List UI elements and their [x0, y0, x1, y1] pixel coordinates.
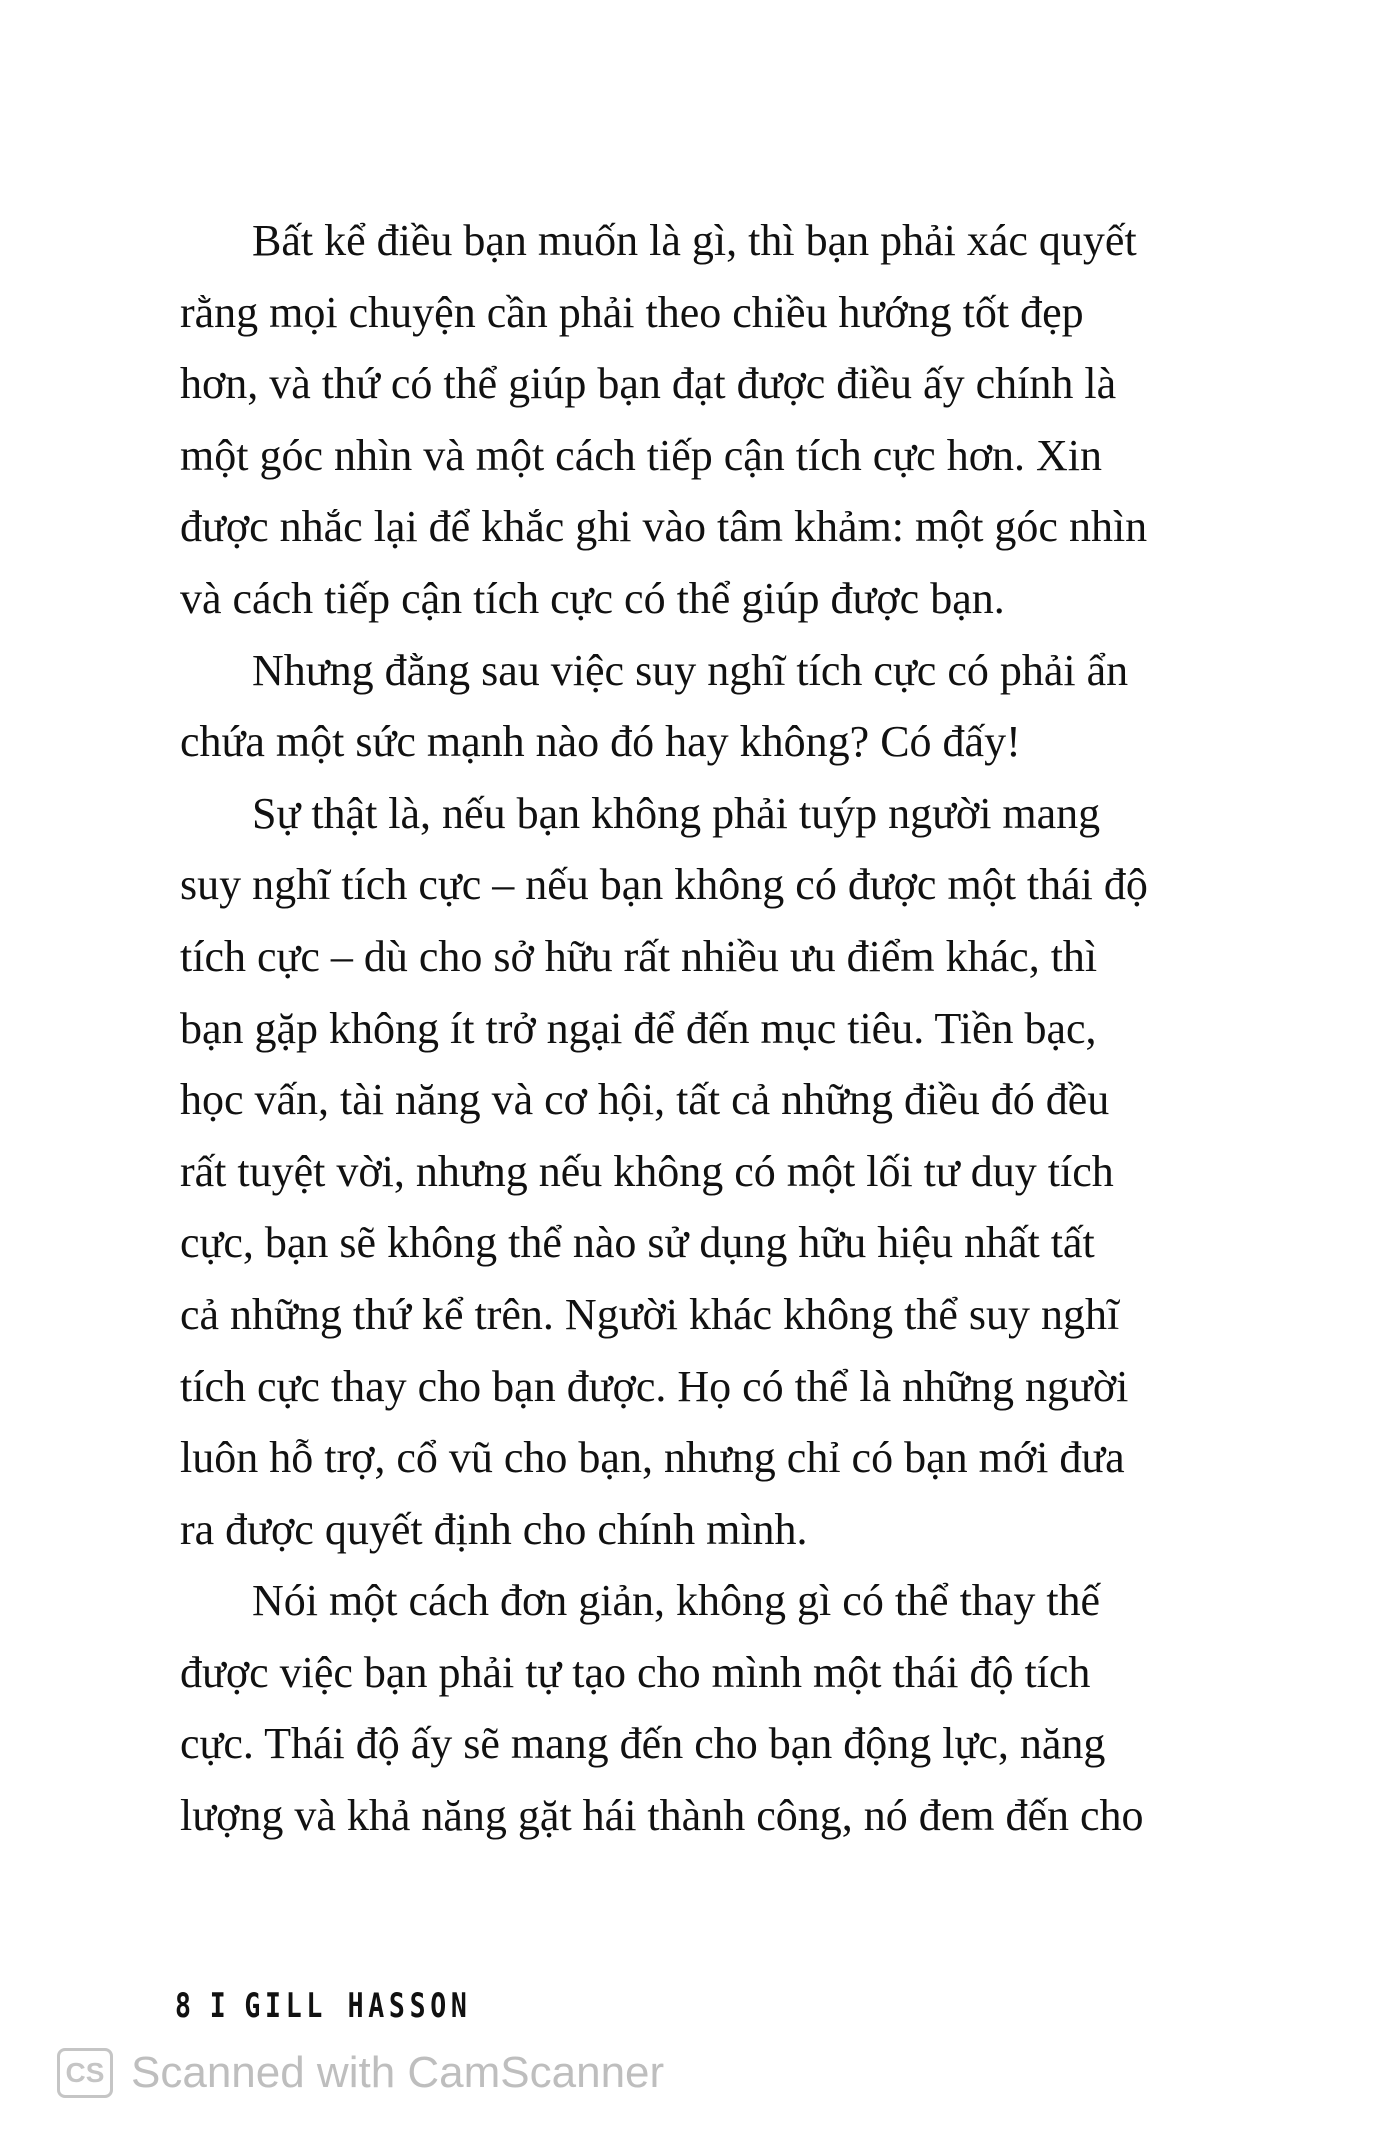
- text-line: ra được quyết định cho chính mình.: [180, 1504, 808, 1554]
- text-line: được việc bạn phải tự tạo cho mình một thái độ tích: [180, 1647, 1091, 1697]
- text-line: luôn hỗ trợ, cổ vũ cho bạn, nhưng chỉ có bạn mới đưa: [180, 1433, 1125, 1483]
- text-line: Nói một cách đơn giản, không gì có thể thay thế: [252, 1576, 1101, 1626]
- text-line: hơn, và thứ có thể giúp bạn đạt được điều ấy chính là: [180, 359, 1117, 409]
- text-line: cả những thứ kể trên. Người khác không thể suy nghĩ: [180, 1289, 1120, 1339]
- watermark-text: Scanned with CamScanner: [131, 2048, 665, 2097]
- text-line: được nhắc lại để khắc ghi vào tâm khảm: một góc nhìn: [180, 502, 1148, 552]
- text-line: tích cực thay cho bạn được. Họ có thể là những người: [180, 1361, 1129, 1411]
- paragraph: [180, 778, 1250, 1566]
- text-line: học vấn, tài năng và cơ hội, tất cả những điều đó đều: [180, 1075, 1110, 1125]
- camscanner-logo-icon: [57, 2048, 113, 2098]
- camscanner-logo-text: CS: [65, 2057, 105, 2088]
- body-text: [180, 205, 1250, 1852]
- footer-separator: I: [209, 1986, 231, 2026]
- paragraph: [180, 1565, 1250, 1851]
- paragraph: [180, 635, 1250, 778]
- text-line: suy nghĩ tích cực – nếu bạn không có được một thái độ: [180, 860, 1148, 910]
- text-line: lượng và khả năng gặt hái thành công, nó đem đến cho: [180, 1791, 1144, 1841]
- text-line: rằng mọi chuyện cần phải theo chiều hướng tốt đẹp: [180, 287, 1084, 337]
- text-line: Bất kể điều bạn muốn là gì, thì bạn phải xác quyết: [252, 216, 1137, 265]
- camscanner-watermark: [57, 2048, 664, 2098]
- page-number: 8: [175, 1986, 196, 2026]
- text-line: tích cực – dù cho sở hữu rất nhiều ưu điểm khác, thì: [180, 931, 1098, 981]
- text-line: và cách tiếp cận tích cực có thể giúp được bạn.: [180, 573, 1005, 623]
- text-line: rất tuyệt vời, nhưng nếu không có một lối tư duy tích: [180, 1146, 1114, 1196]
- text-line: cực. Thái độ ấy sẽ mang đến cho bạn động lực, năng: [180, 1719, 1106, 1769]
- text-line: Sự thật là, nếu bạn không phải tuýp người mang: [252, 788, 1101, 838]
- text-line: Nhưng đằng sau việc suy nghĩ tích cực có phải ẩn: [252, 645, 1129, 695]
- page-footer: [175, 1986, 472, 2026]
- author-name: GILL HASSON: [244, 1986, 472, 2026]
- text-line: bạn gặp không ít trở ngại để đến mục tiêu. Tiền bạc,: [180, 1003, 1097, 1053]
- text-line: chứa một sức mạnh nào đó hay không? Có đấy!: [180, 717, 1021, 767]
- text-line: cực, bạn sẽ không thể nào sử dụng hữu hiệu nhất tất: [180, 1218, 1095, 1268]
- text-line: một góc nhìn và một cách tiếp cận tích cực hơn. Xin: [180, 430, 1102, 480]
- paragraph: [180, 205, 1250, 635]
